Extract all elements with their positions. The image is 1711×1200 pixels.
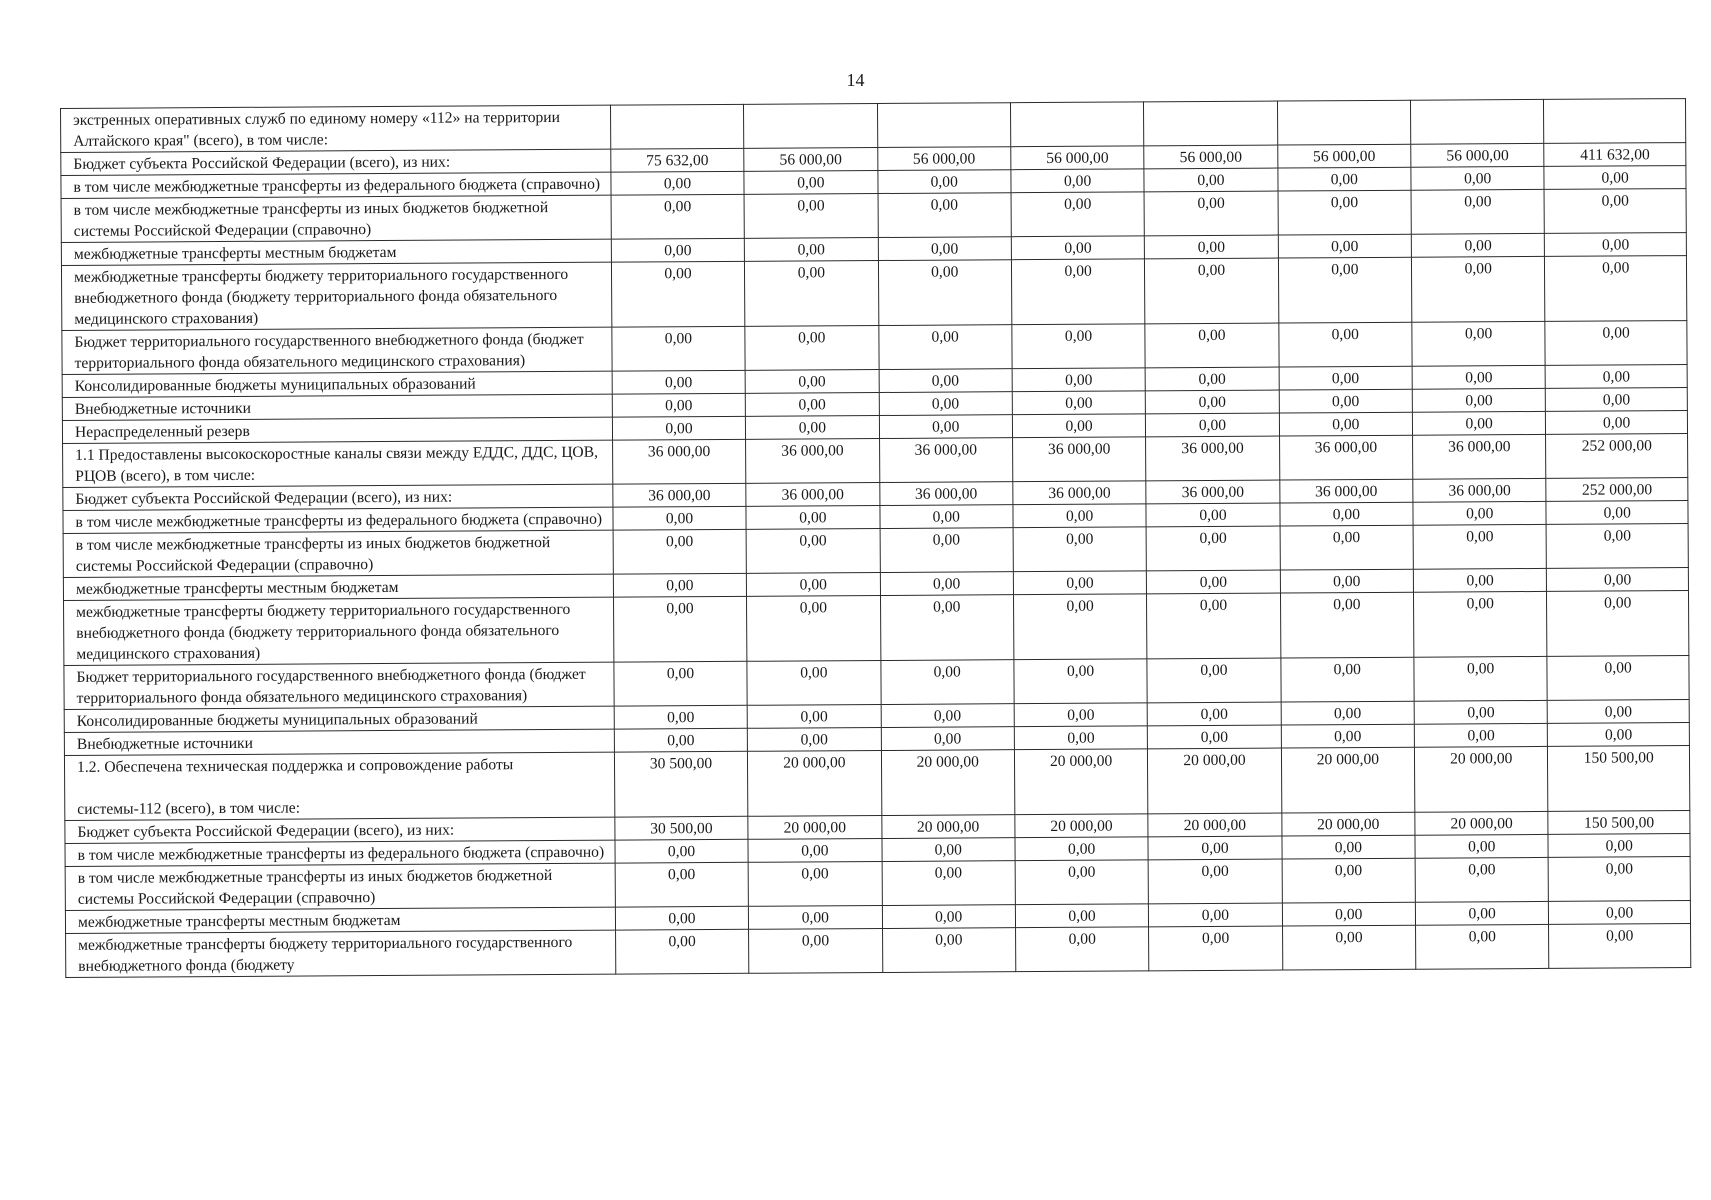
value-cell: 0,00 — [1414, 656, 1548, 701]
row-label: в том числе межбюджетные трансферты из иных бюджетов бюджетной системы Российской Федерации (справочно) — [65, 863, 615, 910]
row-label: Бюджет субъекта Российской Федерации (всего), из них: — [65, 817, 615, 843]
value-cell: 0,00 — [745, 326, 879, 371]
value-cell: 0,00 — [747, 660, 881, 705]
value-cell: 36 000,00 — [879, 482, 1013, 506]
value-cell: 0,00 — [1011, 236, 1145, 260]
value-cell: 30 500,00 — [614, 751, 748, 817]
value-cell: 20 000,00 — [881, 815, 1015, 839]
row-label: межбюджетные трансферты бюджету территориального государственного внебюджетного фонда (бюджету территориального фонда обязательного медицинского страхования) — [61, 262, 611, 330]
row-total-cell: 0,00 — [1545, 233, 1687, 257]
value-cell: 56 000,00 — [1277, 144, 1411, 168]
value-cell: 0,00 — [878, 325, 1012, 370]
value-cell: 0,00 — [1145, 367, 1279, 391]
value-cell: 20 000,00 — [1281, 747, 1415, 813]
value-cell: 0,00 — [1282, 835, 1416, 859]
row-total-cell: 150 500,00 — [1548, 811, 1690, 835]
value-cell: 0,00 — [1013, 594, 1147, 660]
value-cell: 20 000,00 — [748, 750, 882, 816]
row-label: в том числе межбюджетные трансферты из федерального бюджета (справочно) — [61, 172, 611, 198]
row-label-part: 1.2. Обеспечена техническая поддержка и сопровождение работы — [76, 756, 514, 776]
value-cell: 20 000,00 — [1014, 749, 1148, 815]
value-cell: 0,00 — [1278, 190, 1412, 235]
value-cell: 0,00 — [1278, 167, 1412, 191]
value-cell: 0,00 — [1146, 526, 1280, 571]
value-cell: 0,00 — [746, 506, 880, 530]
value-cell: 0,00 — [745, 393, 879, 417]
value-cell: 0,00 — [1145, 258, 1279, 324]
value-cell: 36 000,00 — [613, 483, 747, 507]
value-cell: 0,00 — [1146, 503, 1280, 527]
value-cell: 36 000,00 — [612, 439, 746, 484]
row-label: Бюджет субъекта Российской Федерации (всего), из них: — [63, 484, 613, 510]
value-cell: 0,00 — [1014, 703, 1148, 727]
value-cell: 0,00 — [882, 905, 1016, 929]
value-cell: 56 000,00 — [744, 148, 878, 172]
value-cell: 0,00 — [1411, 189, 1545, 234]
value-cell: 0,00 — [1012, 324, 1146, 369]
value-cell: 36 000,00 — [1413, 478, 1547, 502]
value-cell — [1010, 102, 1144, 147]
value-cell: 0,00 — [1012, 391, 1146, 415]
value-cell: 0,00 — [1279, 389, 1413, 413]
value-cell: 0,00 — [1147, 570, 1281, 594]
budget-table-sheet — [60, 98, 1691, 978]
row-label: Бюджет территориального государственного внебюджетного фонда (бюджет территориального фонда обязательного медицинского страхования) — [62, 327, 612, 374]
value-cell: 75 632,00 — [611, 148, 745, 172]
row-total-cell: 0,00 — [1545, 256, 1687, 322]
value-cell: 0,00 — [613, 573, 747, 597]
value-cell: 0,00 — [1015, 837, 1149, 861]
row-total-cell: 0,00 — [1545, 321, 1687, 366]
value-cell: 0,00 — [1280, 502, 1414, 526]
value-cell: 0,00 — [611, 194, 745, 239]
value-cell: 0,00 — [744, 194, 878, 239]
row-label: Консолидированные бюджеты муниципальных образований — [62, 371, 612, 397]
value-cell: 0,00 — [745, 370, 879, 394]
value-cell: 0,00 — [1279, 322, 1413, 367]
value-cell: 0,00 — [613, 596, 747, 662]
value-cell: 0,00 — [1280, 592, 1414, 658]
value-cell: 0,00 — [1413, 524, 1547, 569]
value-cell: 0,00 — [1282, 902, 1416, 926]
value-cell: 0,00 — [614, 728, 748, 752]
value-cell: 0,00 — [1282, 858, 1416, 903]
value-cell: 0,00 — [1013, 504, 1147, 528]
row-label-gap — [77, 775, 610, 799]
value-cell: 36 000,00 — [1146, 480, 1280, 504]
value-cell: 0,00 — [1281, 724, 1415, 748]
value-cell: 0,00 — [1278, 234, 1412, 258]
value-cell: 0,00 — [879, 415, 1013, 439]
value-cell: 0,00 — [880, 660, 1014, 705]
value-cell: 0,00 — [879, 505, 1013, 529]
row-label: Внебюджетные источники — [62, 394, 612, 420]
value-cell: 36 000,00 — [1013, 481, 1147, 505]
value-cell: 0,00 — [748, 861, 882, 906]
value-cell: 0,00 — [745, 261, 879, 327]
value-cell: 0,00 — [1149, 903, 1283, 927]
value-cell: 0,00 — [615, 839, 749, 863]
value-cell: 0,00 — [1145, 323, 1279, 368]
value-cell: 0,00 — [747, 595, 881, 661]
value-cell: 0,00 — [612, 416, 746, 440]
row-label: Нераспределенный резерв — [62, 417, 612, 443]
value-cell: 0,00 — [1144, 191, 1278, 236]
budget-table — [60, 98, 1691, 978]
value-cell: 0,00 — [612, 393, 746, 417]
value-cell: 0,00 — [1411, 166, 1545, 190]
value-cell: 0,00 — [877, 170, 1011, 194]
value-cell: 0,00 — [1278, 257, 1412, 323]
budget-table-body — [61, 99, 1691, 978]
value-cell: 0,00 — [1012, 368, 1146, 392]
value-cell: 0,00 — [1415, 901, 1549, 925]
value-cell: 0,00 — [1148, 859, 1282, 904]
row-total-cell: 252 000,00 — [1546, 434, 1688, 479]
value-cell: 0,00 — [614, 705, 748, 729]
row-total-cell: 0,00 — [1544, 166, 1686, 190]
value-cell: 0,00 — [1011, 259, 1145, 325]
row-label: Бюджет территориального государственного внебюджетного фонда (бюджет территориального фонда обязательного медицинского страхования) — [64, 662, 614, 709]
value-cell: 0,00 — [612, 370, 746, 394]
value-cell: 56 000,00 — [1011, 146, 1145, 170]
value-cell: 0,00 — [746, 416, 880, 440]
value-cell: 0,00 — [1011, 192, 1145, 237]
value-cell — [1144, 101, 1278, 146]
value-cell: 0,00 — [1415, 834, 1549, 858]
row-total-cell: 411 632,00 — [1544, 143, 1686, 167]
value-cell — [877, 103, 1011, 148]
row-total-cell: 0,00 — [1546, 501, 1688, 525]
value-cell: 20 000,00 — [748, 815, 882, 839]
value-cell: 0,00 — [1013, 527, 1147, 572]
row-label: межбюджетные трансферты бюджету территориального государственного внебюджетного фонда (бюджету территориального фонда обязательного медицинского страхования) — [64, 597, 614, 665]
value-cell — [1277, 100, 1411, 145]
value-cell — [744, 104, 878, 149]
value-cell: 56 000,00 — [1411, 143, 1545, 167]
value-cell: 36 000,00 — [1413, 434, 1547, 479]
value-cell: 0,00 — [1414, 700, 1548, 724]
value-cell — [610, 104, 744, 149]
value-cell: 0,00 — [613, 529, 747, 574]
row-total-cell: 0,00 — [1546, 411, 1688, 435]
value-cell: 0,00 — [1015, 927, 1149, 972]
value-cell: 30 500,00 — [615, 816, 749, 840]
row-label-part: системы-112 (всего), в том числе: — [77, 799, 301, 818]
value-cell: 0,00 — [615, 862, 749, 907]
table-row — [64, 746, 1689, 821]
value-cell: 0,00 — [1280, 525, 1414, 570]
value-cell: 56 000,00 — [1144, 145, 1278, 169]
value-cell: 0,00 — [878, 237, 1012, 261]
value-cell: 20 000,00 — [1282, 812, 1416, 836]
value-cell: 0,00 — [747, 704, 881, 728]
value-cell: 0,00 — [1014, 659, 1148, 704]
value-cell: 0,00 — [881, 727, 1015, 751]
row-total-cell: 0,00 — [1549, 857, 1691, 902]
value-cell: 36 000,00 — [1146, 436, 1280, 481]
value-cell: 0,00 — [880, 528, 1014, 573]
value-cell: 0,00 — [1280, 569, 1414, 593]
row-total-cell: 0,00 — [1546, 524, 1688, 569]
value-cell: 0,00 — [1011, 169, 1145, 193]
value-cell: 0,00 — [878, 193, 1012, 238]
value-cell: 0,00 — [1413, 568, 1547, 592]
value-cell: 0,00 — [1279, 366, 1413, 390]
value-cell: 0,00 — [1412, 411, 1546, 435]
value-cell: 20 000,00 — [1415, 811, 1549, 835]
value-cell: 0,00 — [1411, 233, 1545, 257]
value-cell: 56 000,00 — [877, 147, 1011, 171]
value-cell: 0,00 — [1282, 925, 1416, 970]
row-label: в том числе межбюджетные трансферты из федерального бюджета (справочно) — [63, 507, 613, 533]
value-cell: 0,00 — [1147, 593, 1281, 659]
row-total-cell: 0,00 — [1546, 388, 1688, 412]
row-label: в том числе межбюджетные трансферты из федерального бюджета (справочно) — [65, 840, 615, 866]
value-cell: 20 000,00 — [1148, 748, 1282, 814]
value-cell: 0,00 — [611, 238, 745, 262]
value-cell: 0,00 — [1281, 657, 1415, 702]
row-total-cell — [1544, 99, 1686, 144]
row-total-cell: 0,00 — [1548, 723, 1690, 747]
value-cell: 0,00 — [611, 171, 745, 195]
row-label: межбюджетные трансферты местным бюджетам — [65, 907, 615, 933]
value-cell: 0,00 — [882, 928, 1016, 973]
value-cell: 0,00 — [748, 838, 882, 862]
value-cell — [1411, 99, 1545, 144]
value-cell: 0,00 — [749, 905, 883, 929]
value-cell: 0,00 — [747, 573, 881, 597]
row-label: межбюджетные трансферты бюджету территориального государственного внебюджетного фонда (бюджету — [66, 930, 616, 977]
value-cell: 0,00 — [1413, 501, 1547, 525]
value-cell: 0,00 — [1411, 256, 1545, 322]
value-cell: 0,00 — [1148, 836, 1282, 860]
row-total-cell: 0,00 — [1549, 901, 1691, 925]
row-label: в том числе межбюджетные трансферты из иных бюджетов бюджетной системы Российской Федерации (справочно) — [61, 195, 611, 242]
value-cell: 0,00 — [1146, 413, 1280, 437]
value-cell: 36 000,00 — [1279, 479, 1413, 503]
row-label: межбюджетные трансферты местным бюджетам — [61, 239, 611, 265]
value-cell: 0,00 — [881, 704, 1015, 728]
row-label — [64, 752, 614, 820]
value-cell: 0,00 — [1416, 924, 1550, 969]
value-cell: 0,00 — [1412, 321, 1546, 366]
value-cell: 0,00 — [882, 838, 1016, 862]
value-cell: 0,00 — [749, 928, 883, 973]
value-cell: 0,00 — [614, 661, 748, 706]
value-cell: 0,00 — [879, 369, 1013, 393]
value-cell: 0,00 — [744, 171, 878, 195]
value-cell: 0,00 — [1146, 390, 1280, 414]
value-cell: 0,00 — [1414, 723, 1548, 747]
table-row — [61, 256, 1686, 331]
row-total-cell: 0,00 — [1546, 365, 1688, 389]
value-cell: 0,00 — [1013, 571, 1147, 595]
value-cell: 0,00 — [878, 260, 1012, 326]
value-cell: 0,00 — [612, 326, 746, 371]
row-total-cell: 252 000,00 — [1546, 478, 1688, 502]
value-cell: 36 000,00 — [879, 438, 1013, 483]
value-cell: 0,00 — [1015, 860, 1149, 905]
row-total-cell: 0,00 — [1547, 656, 1689, 701]
row-label: 1.1 Предоставлены высокоскоростные каналы связи между ЕДДС, ДДС, ЦОВ, РЦОВ (всего), в том числе: — [63, 440, 613, 487]
value-cell: 0,00 — [744, 238, 878, 262]
value-cell: 0,00 — [1412, 365, 1546, 389]
value-cell: 0,00 — [611, 261, 745, 327]
value-cell: 0,00 — [1144, 168, 1278, 192]
value-cell: 0,00 — [1145, 235, 1279, 259]
row-total-cell: 150 500,00 — [1548, 746, 1690, 812]
row-total-cell: 0,00 — [1544, 189, 1686, 234]
value-cell: 0,00 — [880, 572, 1014, 596]
value-cell: 0,00 — [879, 392, 1013, 416]
table-row — [64, 591, 1689, 666]
value-cell: 0,00 — [613, 506, 747, 530]
value-cell: 0,00 — [1412, 388, 1546, 412]
value-cell: 20 000,00 — [881, 750, 1015, 816]
page-number: 14 — [846, 70, 865, 90]
row-label: экстренных оперативных служб по единому номеру «112» на территории Алтайского края" (всего), в том числе: — [61, 105, 611, 152]
value-cell: 36 000,00 — [746, 483, 880, 507]
row-total-cell: 0,00 — [1547, 568, 1689, 592]
value-cell: 36 000,00 — [746, 439, 880, 484]
value-cell: 20 000,00 — [1148, 813, 1282, 837]
row-label: межбюджетные трансферты местным бюджетам — [63, 574, 613, 600]
row-total-cell: 0,00 — [1548, 700, 1690, 724]
value-cell: 0,00 — [1015, 904, 1149, 928]
value-cell: 0,00 — [1414, 591, 1548, 657]
value-cell: 20 000,00 — [1015, 814, 1149, 838]
value-cell: 0,00 — [882, 861, 1016, 906]
row-total-cell: 0,00 — [1549, 924, 1691, 969]
value-cell: 0,00 — [1014, 726, 1148, 750]
value-cell: 0,00 — [746, 529, 880, 574]
value-cell: 36 000,00 — [1012, 437, 1146, 482]
row-label: Бюджет субъекта Российской Федерации (всего), из них: — [61, 149, 611, 175]
value-cell: 36 000,00 — [1279, 435, 1413, 480]
row-label: в том числе межбюджетные трансферты из иных бюджетов бюджетной системы Российской Федерации (справочно) — [63, 530, 613, 577]
value-cell: 0,00 — [1415, 857, 1549, 902]
row-label: Консолидированные бюджеты муниципальных образований — [64, 706, 614, 732]
value-cell: 0,00 — [747, 727, 881, 751]
value-cell: 0,00 — [1148, 725, 1282, 749]
value-cell: 0,00 — [1279, 412, 1413, 436]
value-cell: 0,00 — [1147, 702, 1281, 726]
value-cell: 0,00 — [1012, 414, 1146, 438]
table-row — [66, 924, 1691, 978]
value-cell: 0,00 — [1281, 701, 1415, 725]
value-cell: 0,00 — [880, 595, 1014, 661]
value-cell: 0,00 — [1147, 658, 1281, 703]
value-cell: 0,00 — [615, 906, 749, 930]
value-cell: 0,00 — [615, 929, 749, 974]
row-total-cell: 0,00 — [1548, 834, 1690, 858]
value-cell: 20 000,00 — [1414, 746, 1548, 812]
row-label: Внебюджетные источники — [64, 729, 614, 755]
value-cell: 0,00 — [1149, 926, 1283, 971]
row-total-cell: 0,00 — [1547, 591, 1689, 657]
